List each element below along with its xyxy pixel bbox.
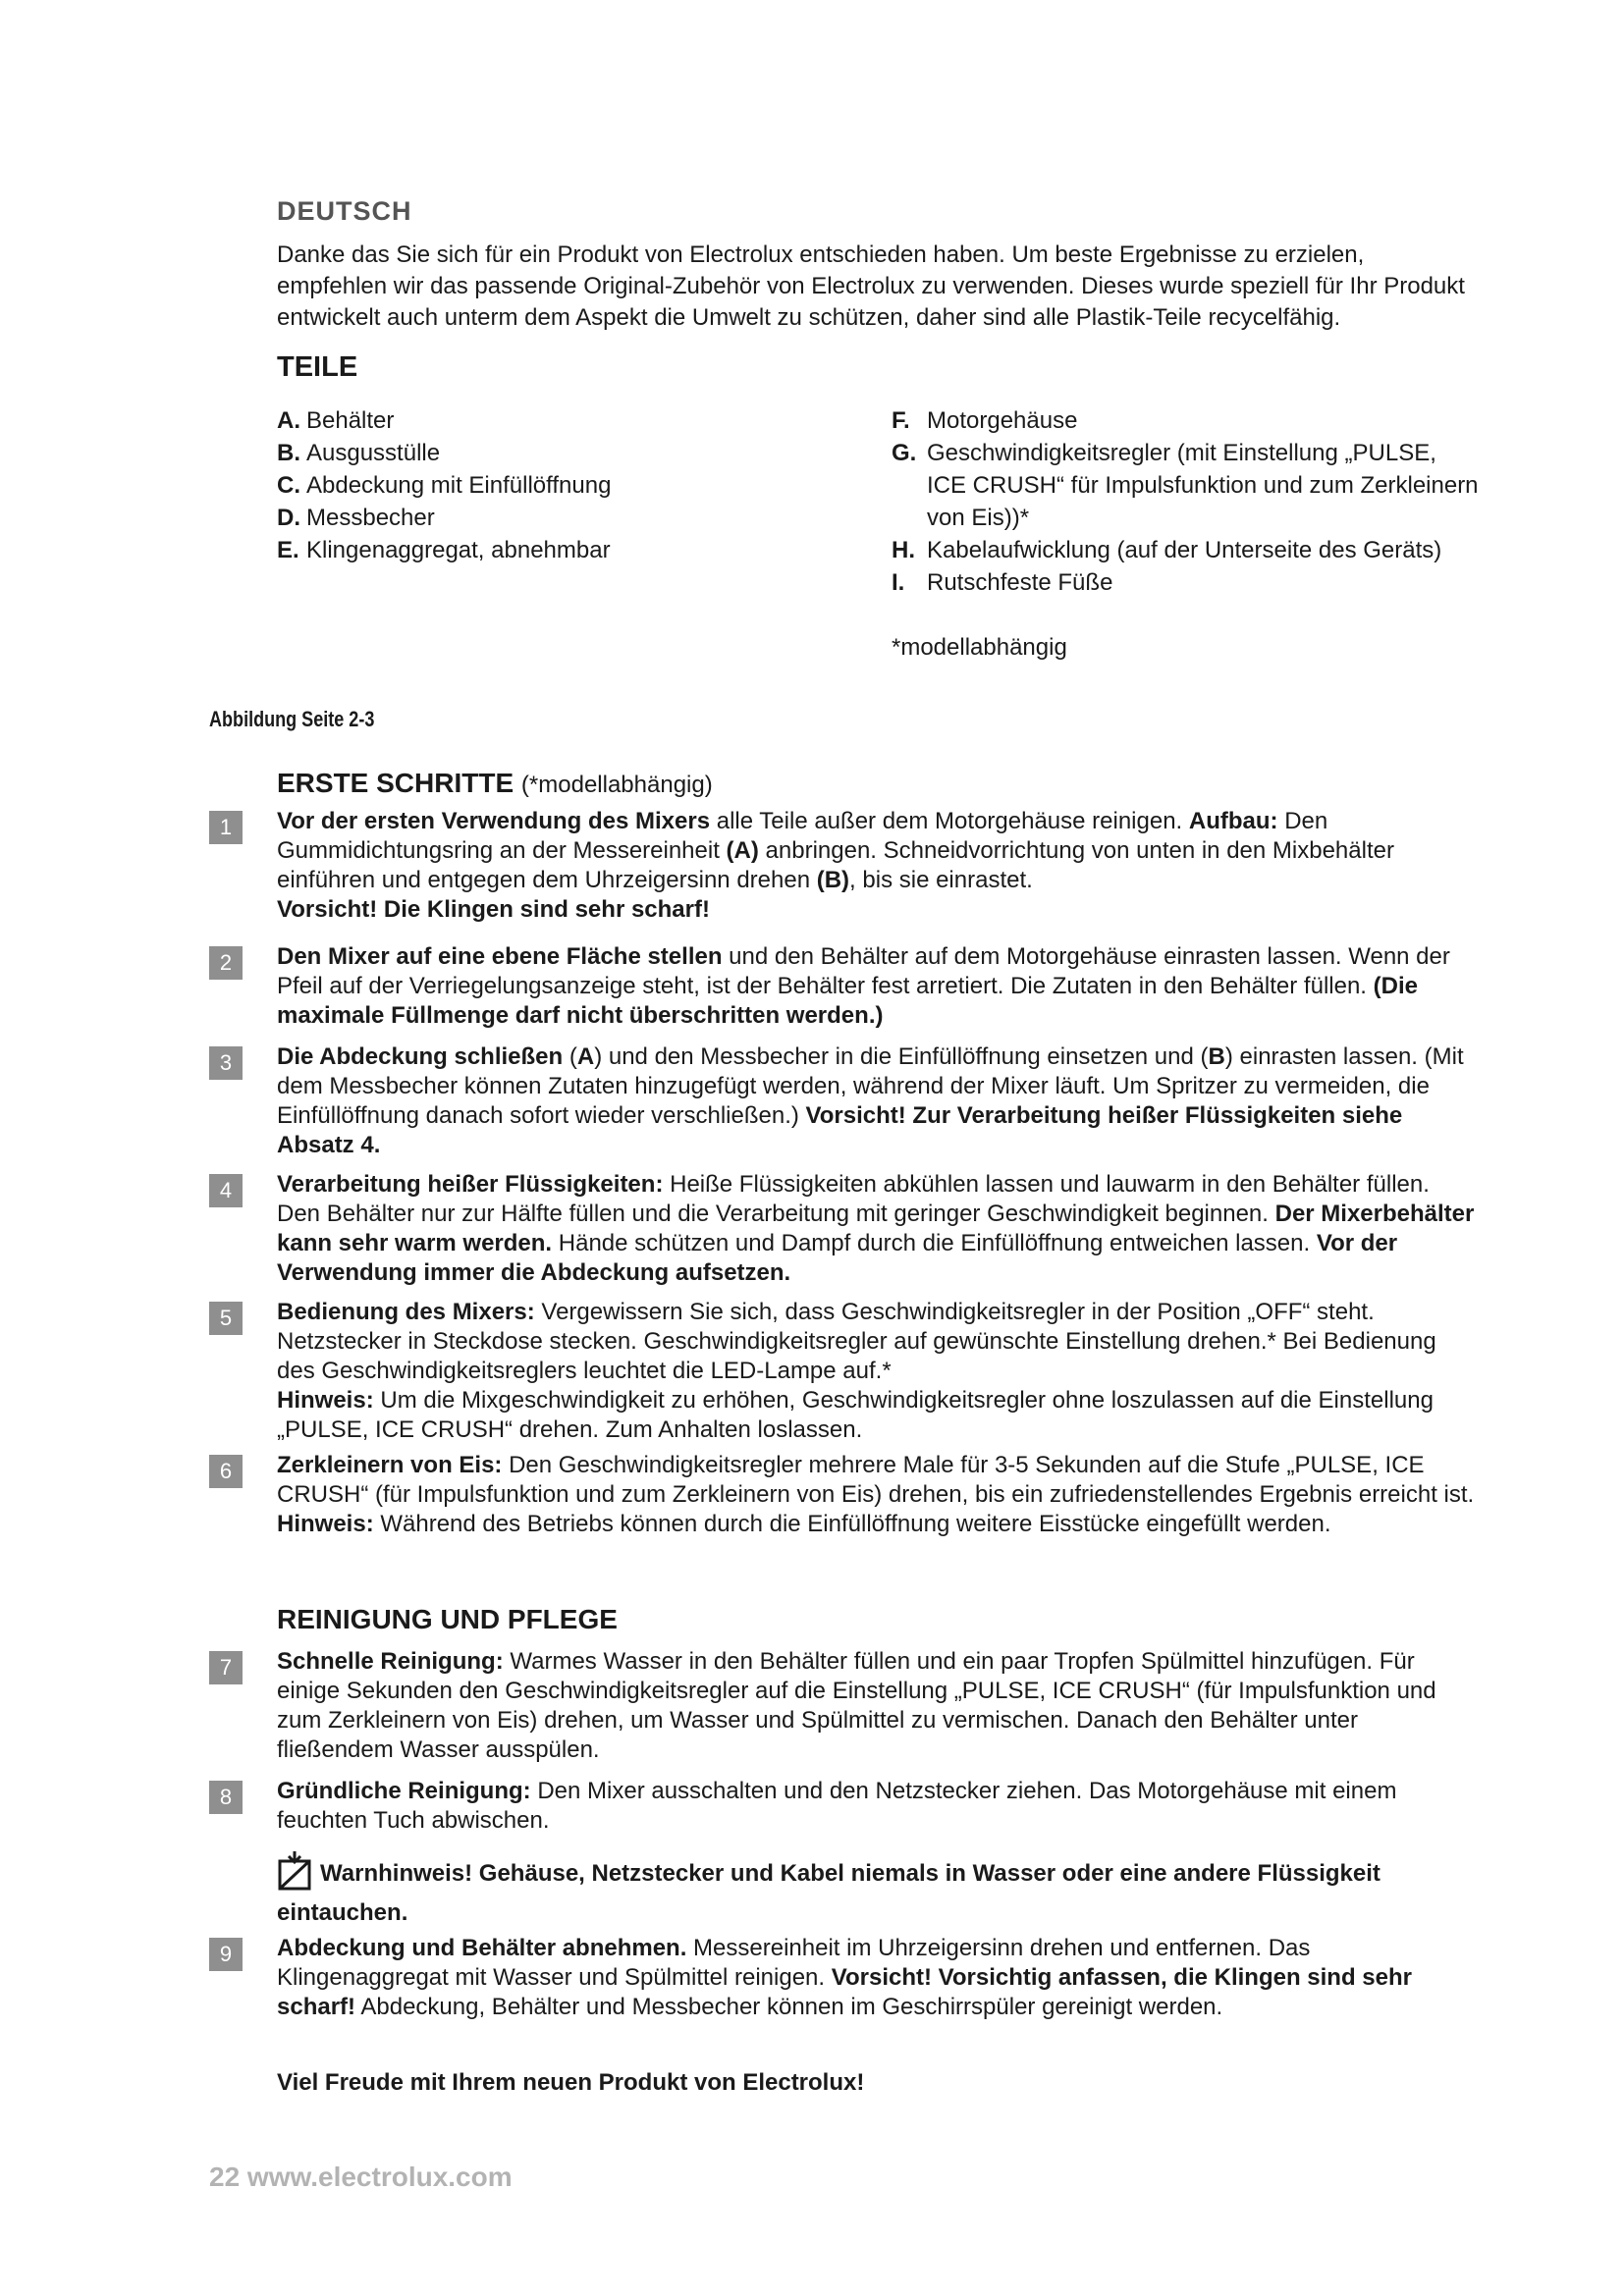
part-text: Klingenaggregat, abnehmbar bbox=[306, 537, 611, 563]
step-caution: Vorsicht! Zur Verarbeitung heißer Flüssigkeiten siehe Absatz 4. bbox=[277, 1102, 1403, 1158]
step-body: Vergewissern Sie sich, dass Geschwindigkeitsregler in der Position „OFF“ steht. Netzstecker in Steckdose stecken. Geschwindigkeitsregler auf gewünschte Einstellung drehen.* Bei Bedienung des Geschwindigkeitsreglers leuchtet die LED-Lampe auf.* bbox=[277, 1299, 1436, 1384]
step-body: Während des Betriebs können durch die Einfüllöffnung weitere Eisstücke eingefüllt werden. bbox=[373, 1511, 1331, 1537]
step-lead: Die Abdeckung schließen bbox=[277, 1043, 564, 1070]
step-text bbox=[277, 1451, 1475, 1539]
step-text bbox=[277, 1934, 1475, 2022]
figure-reference: Abbildung Seite 2-3 bbox=[209, 707, 375, 731]
step-note-label: Hinweis: bbox=[277, 1511, 374, 1537]
step-body: Den Geschwindigkeitsregler mehrere Male für 3-5 Sekunden auf die Stufe „PULSE, ICE CRUSH“ (für Impulsfunktion und zum Zerkleinern von Eis) drehen, bis ein zufriedenstellendes Ergebnis erreicht ist. bbox=[277, 1452, 1475, 1508]
step-bold: A bbox=[576, 1043, 595, 1070]
step-lead: Verarbeitung heißer Flüssigkeiten: bbox=[277, 1171, 664, 1198]
step-text bbox=[277, 1777, 1475, 1836]
step-body: und den Behälter auf dem Motorgehäuse einrasten lassen. Wenn der Pfeil auf der Verriegelungsanzeige steht, ist der Behälter fest arretiert. Die Zutaten in den Behälter füllen. bbox=[277, 943, 1450, 999]
step-number-badge: 7 bbox=[209, 1651, 243, 1684]
part-key: E. bbox=[277, 537, 299, 563]
part-text: Ausgusstülle bbox=[306, 440, 441, 466]
part-item bbox=[892, 404, 1481, 437]
part-key: I. bbox=[892, 569, 905, 596]
part-item bbox=[277, 534, 827, 566]
part-key: G. bbox=[892, 440, 917, 466]
step-lead: Zerkleinern von Eis: bbox=[277, 1452, 503, 1478]
page-footer: 22 www.electrolux.com bbox=[209, 2162, 513, 2192]
part-item bbox=[892, 566, 1481, 599]
step-body: Den Gummidichtungsring an der Messereinheit bbox=[277, 808, 1328, 864]
part-item bbox=[277, 502, 827, 534]
step-bold: B bbox=[1208, 1043, 1225, 1070]
part-key: F. bbox=[892, 407, 910, 434]
step-lead: Abdeckung und Behälter abnehmen. bbox=[277, 1935, 687, 1961]
step-body: Messereinheit im Uhrzeigersinn drehen und entfernen. Das Klingenaggregat mit Wasser und Spülmittel reinigen. bbox=[277, 1935, 1311, 1991]
part-key: D. bbox=[277, 505, 300, 531]
step-body: Abdeckung, Behälter und Messbecher können im Geschirrspüler gereinigt werden. bbox=[355, 1994, 1223, 2020]
step-number-badge: 6 bbox=[209, 1455, 243, 1488]
step-number-badge: 5 bbox=[209, 1302, 243, 1335]
step-body: ) und den Messbecher in die Einfüllöffnung einsetzen und ( bbox=[594, 1043, 1209, 1070]
step-body: Den Mixer ausschalten und den Netzstecker ziehen. Das Motorgehäuse mit einem feuchten Tuch abwischen. bbox=[277, 1778, 1397, 1834]
step-lead: Bedienung des Mixers: bbox=[277, 1299, 535, 1325]
part-text: Motorgehäuse bbox=[927, 407, 1078, 434]
step-note-label: Hinweis: bbox=[277, 1387, 374, 1414]
part-text: Kabelaufwicklung (auf der Unterseite des Geräts) bbox=[927, 537, 1442, 563]
part-text: Messbecher bbox=[306, 505, 435, 531]
step-body: Heiße Flüssigkeiten abkühlen lassen und lauwarm in den Behälter füllen. Den Behälter nur zur Hälfte füllen und die Verarbeitung mit geringer Geschwindigkeit beginnen. bbox=[277, 1171, 1430, 1227]
no-immersion-icon bbox=[277, 1851, 316, 1898]
part-key: H. bbox=[892, 537, 915, 563]
first-steps-heading bbox=[277, 768, 713, 799]
part-item bbox=[277, 437, 827, 469]
first-steps-title: ERSTE SCHRITTE bbox=[277, 768, 514, 798]
step-text bbox=[277, 1170, 1475, 1288]
step-text bbox=[277, 1647, 1475, 1765]
first-steps-subtitle: (*modellabhängig) bbox=[520, 772, 713, 798]
step-number-badge: 3 bbox=[209, 1046, 243, 1080]
model-note: *modellabhängig bbox=[892, 634, 1067, 661]
step-number-badge: 9 bbox=[209, 1938, 243, 1971]
part-item bbox=[892, 534, 1481, 566]
part-text: Geschwindigkeitsregler (mit Einstellung „PULSE, ICE CRUSH“ für Impulsfunktion und zum Zerkleinern von Eis))* bbox=[927, 440, 1479, 531]
part-key: C. bbox=[277, 472, 300, 499]
step-number-badge: 4 bbox=[209, 1174, 243, 1207]
part-text: Rutschfeste Füße bbox=[927, 569, 1113, 596]
step-bold: Aufbau: bbox=[1188, 808, 1278, 834]
intro-paragraph: Danke das Sie sich für ein Produkt von Electrolux entschieden haben. Um beste Ergebnisse zu erzielen, empfehlen wir das passende Original-Zubehör von Electrolux zu verwenden. Dieses wurde speziell für Ihr Produkt entwickelt auch unterm dem Aspekt die Umwelt zu schützen, daher sind alle Plastik-Teile recycelfähig. bbox=[277, 241, 1465, 331]
step-body: Um die Mixgeschwindigkeit zu erhöhen, Geschwindigkeitsregler ohne loszulassen auf die Einstellung „PULSE, ICE CRUSH“ drehen. Zum Anhalten loslassen. bbox=[277, 1387, 1434, 1443]
step-text bbox=[277, 807, 1475, 925]
step-bold: (A) bbox=[726, 837, 759, 864]
part-key: B. bbox=[277, 440, 300, 466]
step-body: ) einrasten lassen. (Mit dem Messbecher können Zutaten hinzugefügt werden, während der Mixer läuft. Um Spritzer zu vermeiden, die Einfüllöffnung danach sofort wieder verschließen.) bbox=[277, 1043, 1464, 1129]
part-key: A. bbox=[277, 407, 300, 434]
step-body: alle Teile außer dem Motorgehäuse reinigen. bbox=[710, 808, 1189, 834]
step-body: Hände schützen und Dampf durch die Einfüllöffnung entweichen lassen. bbox=[552, 1230, 1317, 1256]
step-body: ( bbox=[563, 1043, 577, 1070]
parts-list-right bbox=[892, 404, 1481, 599]
part-text: Behälter bbox=[306, 407, 395, 434]
part-item bbox=[277, 404, 827, 437]
step-bold: (Die maximale Füllmenge darf nicht überschritten werden.) bbox=[277, 973, 1418, 1029]
step-text bbox=[277, 1042, 1475, 1160]
step-text bbox=[277, 1298, 1475, 1445]
step-bold: Vor der Verwendung immer die Abdeckung aufsetzen. bbox=[277, 1230, 1398, 1286]
step-number-badge: 1 bbox=[209, 811, 243, 844]
step-bold: (B) bbox=[816, 867, 850, 893]
part-item bbox=[277, 469, 827, 502]
step-body: Warmes Wasser in den Behälter füllen und ein paar Tropfen Spülmittel hinzufügen. Für einige Sekunden den Geschwindigkeitsregler auf die Einstellung „PULSE, ICE CRUSH“ (für Impulsfunktion und zum Zerkleinern von Eis) drehen, um Wasser und Spülmittel zu vermischen. Danach den Behälter unter fließendem Wasser ausspülen. bbox=[277, 1648, 1436, 1763]
step-bold: Der Mixerbehälter kann sehr warm werden. bbox=[277, 1201, 1475, 1256]
step-number-badge: 8 bbox=[209, 1781, 243, 1814]
step-caution: Vorsicht! Die Klingen sind sehr scharf! bbox=[277, 896, 710, 923]
parts-list-left bbox=[277, 404, 827, 566]
step-lead: Vor der ersten Verwendung des Mixers bbox=[277, 808, 711, 834]
part-item bbox=[892, 437, 1481, 534]
step-body: , bis sie einrastet. bbox=[849, 867, 1033, 893]
warning-text: Warnhinweis! Gehäuse, Netzstecker und Kabel niemals in Wasser oder eine andere Flüssigkeit eintauchen. bbox=[277, 1860, 1380, 1926]
step-text bbox=[277, 942, 1475, 1031]
cleaning-heading: REINIGUNG UND PFLEGE bbox=[277, 1604, 618, 1634]
part-text: Abdeckung mit Einfüllöffnung bbox=[306, 472, 612, 499]
warning-note bbox=[277, 1851, 1475, 1928]
step-lead: Gründliche Reinigung: bbox=[277, 1778, 531, 1804]
language-heading: DEUTSCH bbox=[277, 196, 412, 226]
step-body: anbringen. Schneidvorrichtung von unten in den Mixbehälter einführen und entgegen dem Uhrzeigersinn drehen bbox=[277, 837, 1394, 893]
closing-line: Viel Freude mit Ihrem neuen Produkt von Electrolux! bbox=[277, 2069, 865, 2096]
parts-heading: TEILE bbox=[277, 351, 358, 383]
step-lead: Schnelle Reinigung: bbox=[277, 1648, 504, 1675]
step-number-badge: 2 bbox=[209, 946, 243, 980]
step-lead: Den Mixer auf eine ebene Fläche stellen bbox=[277, 943, 723, 970]
step-caution: Vorsicht! Vorsichtig anfassen, die Klingen sind sehr scharf! bbox=[277, 1964, 1412, 2020]
